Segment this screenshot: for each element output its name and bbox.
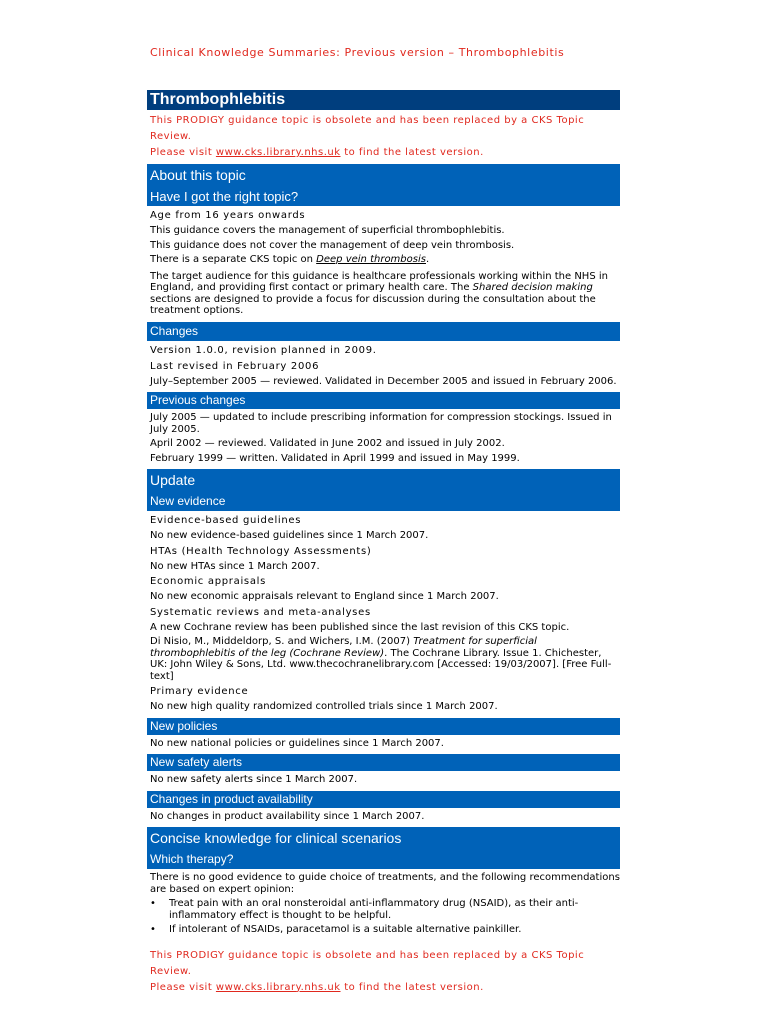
changes-heading: Changes — [147, 322, 620, 341]
audience-suffix: sections are designed to provide a focus for discussion during the consultation about the treatment options. — [150, 293, 596, 316]
covers-text: This guidance covers the management of superficial thrombophlebitis. — [150, 225, 505, 236]
update-heading: Update — [150, 472, 196, 488]
sr-text: A new Cochrane review has been published since the last revision of this CKS topic. — [150, 621, 570, 633]
product-availability-heading: Changes in product availability — [147, 791, 620, 808]
about-heading: About this topic — [150, 167, 246, 183]
page-title: Thrombophlebitis — [147, 90, 620, 110]
dvt-topic-link[interactable]: Deep vein thrombosis — [316, 254, 426, 265]
econ-label: Economic appraisals — [150, 576, 267, 587]
which-therapy-subheading: Which therapy? — [150, 852, 234, 866]
hta-label: HTAs (Health Technology Assessments) — [150, 545, 372, 557]
notice-line-2 — [150, 980, 620, 996]
audience-prefix: The target audience for this guidance is healthcare professionals working within the NHS in England, and providing first contact or primary health care. The — [150, 270, 608, 293]
content-column — [147, 90, 620, 996]
review-text: July–September 2005 — reviewed. Validated in December 2005 and issued in February 2006. — [150, 375, 617, 387]
cks-link[interactable]: www.cks.library.nhs.uk — [215, 147, 341, 158]
running-header: Clinical Knowledge Summaries: Previous version – Thrombophlebitis — [150, 46, 565, 59]
right-topic-subheading: Have I got the right topic? — [150, 189, 299, 204]
separate-topic-text — [150, 254, 620, 266]
version-text: Version 1.0.0, revision planned in 2009. — [150, 344, 377, 356]
notice-suffix: to find the latest version. — [340, 981, 484, 993]
safety-alerts-text: No new safety alerts since 1 March 2007. — [150, 774, 358, 785]
cks-link[interactable]: www.cks.library.nhs.uk — [215, 981, 341, 993]
citation — [150, 636, 620, 682]
therapy-list — [150, 898, 620, 936]
list-item — [150, 898, 620, 921]
notice-suffix: to find the latest version. — [340, 147, 484, 158]
bullet-glyph: • — [150, 898, 156, 909]
notice-line-1: This PRODIGY guidance topic is obsolete and has been replaced by a CKS Topic Review. — [150, 949, 585, 977]
shared-decision-term: Shared decision making — [472, 282, 593, 293]
notice-prefix: Please visit — [150, 981, 216, 993]
new-evidence-subheading: New evidence — [150, 494, 226, 508]
notice-prefix: Please visit — [150, 147, 216, 158]
previous-change-item: July 2005 — updated to include prescribing information for compression stockings. Issued in July 2005. — [150, 412, 612, 435]
obsolete-notice-bottom — [150, 948, 620, 996]
primary-text: No new high quality randomized controlled trials since 1 March 2007. — [150, 701, 498, 712]
econ-text: No new economic appraisals relevant to England since 1 March 2007. — [150, 591, 499, 602]
list-item-text: If intolerant of NSAIDs, paracetamol is a suitable alternative painkiller. — [169, 924, 522, 935]
hta-text: No new HTAs since 1 March 2007. — [150, 560, 320, 572]
separate-prefix: There is a separate CKS topic on — [150, 254, 317, 265]
previous-change-item: April 2002 — reviewed. Validated in June 2002 and issued in July 2002. — [150, 438, 505, 449]
last-revised-text: Last revised in February 2006 — [150, 360, 320, 372]
about-heading-block — [147, 164, 620, 206]
product-availability-text: No changes in product availability since 1 March 2007. — [150, 810, 425, 822]
primary-label: Primary evidence — [150, 686, 249, 697]
obsolete-notice-top — [150, 113, 620, 161]
citation-source: . The Cochrane Library. Issue 1. Chichester, UK: John Wiley & Sons, Ltd. www.thecochranelibrary.com [Accessed: 19/03/2007]. [Free Full-text] — [150, 647, 612, 682]
audience-text — [150, 271, 620, 317]
bullet-glyph: • — [150, 924, 156, 935]
previous-changes-heading: Previous changes — [147, 392, 620, 409]
concise-heading-block — [147, 827, 620, 869]
concise-heading: Concise knowledge for clinical scenarios — [150, 830, 402, 846]
not-covers-text: This guidance does not cover the management of deep vein thrombosis. — [150, 239, 515, 251]
therapy-intro: There is no good evidence to guide choice of treatments, and the following recommendations are based on expert opinion: — [150, 872, 620, 895]
previous-change-item: February 1999 — written. Validated in April 1999 and issued in May 1999. — [150, 452, 520, 464]
new-policies-heading: New policies — [147, 718, 620, 735]
update-heading-block — [147, 469, 620, 511]
ebg-text: No new evidence-based guidelines since 1 March 2007. — [150, 530, 429, 541]
safety-alerts-heading: New safety alerts — [147, 754, 620, 771]
list-item — [150, 924, 620, 936]
citation-title: Treatment for superficial thrombophlebitis of the leg (Cochrane Review) — [150, 636, 537, 659]
new-policies-text: No new national policies or guidelines since 1 March 2007. — [150, 737, 444, 749]
list-item-text: Treat pain with an oral nonsteroidal anti-inflammatory drug (NSAID), as their anti-inflammatory effect is thought to be helpful. — [169, 898, 579, 921]
ebg-label: Evidence-based guidelines — [150, 515, 302, 526]
sr-label: Systematic reviews and meta-analyses — [150, 606, 371, 618]
separate-suffix: . — [425, 254, 430, 265]
citation-authors: Di Nisio, M., Middeldorp, S. and Wichers, I.M. (2007) — [150, 636, 414, 647]
notice-line-2 — [150, 145, 620, 161]
notice-line-1: This PRODIGY guidance topic is obsolete and has been replaced by a CKS Topic Review. — [150, 115, 585, 142]
age-range: Age from 16 years onwards — [150, 210, 306, 221]
